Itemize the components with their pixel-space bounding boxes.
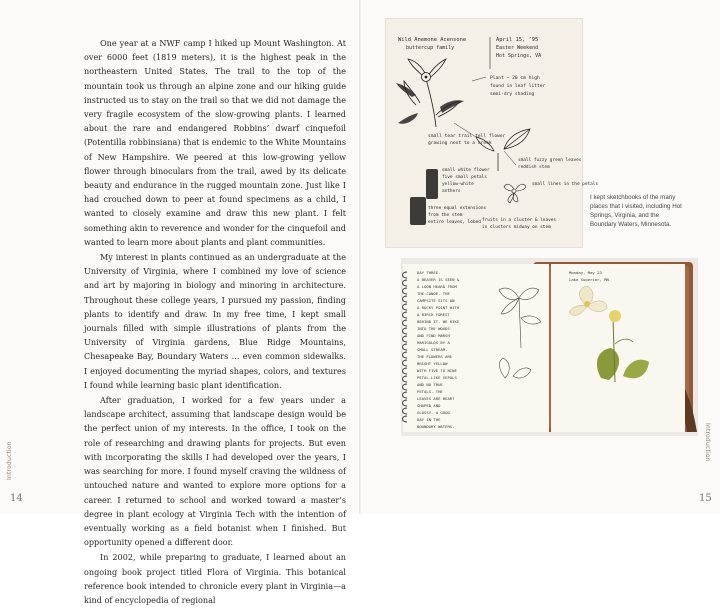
- sketch-note-o: entire leaves, lobed: [428, 220, 481, 225]
- paragraph-1: One year at a NWF camp I hiked up Mount Washington. At over 6000 feet (1819 meters), it is the highest peak in the northeastern United States. The trail to the top of the mountain took us through an alpine zone and our hiking guide instructed us to stay on the trail so that we did not damage the very fragile ecosystem of the slow-growing plants. I learned about the rare and endangered Robbins’ dwarf cinquefoil (Potentilla robbinsiana) that is endemic to the White Mountains of New Hampshire. We peered at this low-growing yellow flower through binoculars from the trail, awed by its delicate beauty and endurance in the rugged mountain zone. Just like I had crouched down to peer at found specimens as a child, I wanted to closely examine and draw this new plant. I felt something akin to reverence and wonder for the cinquefoil and wanted to learn more about plants and plant communities.: [84, 38, 346, 247]
- sketch-note-e: growing next to a creek: [428, 141, 492, 146]
- sketch-note-place2: Hot Springs, VA: [496, 53, 542, 59]
- journal-line-16: PETAL-LIKE SEPALS: [417, 375, 457, 380]
- sketch-note-b: found in leaf litter: [490, 84, 546, 89]
- journal-date: Monday, May 23: [569, 270, 602, 275]
- sketch-note-c: semi-dry shading: [490, 92, 535, 97]
- sketch-note-place1: Easter Weekend: [496, 45, 539, 51]
- journal-line-22: DAY IN THE: [417, 417, 441, 422]
- page-number-right: 15: [699, 493, 712, 504]
- journal-illustration: [401, 258, 698, 436]
- sketch-note-f: small fuzzy green leaves: [518, 158, 582, 163]
- running-head-right: Introduction: [704, 423, 711, 462]
- journal-line-4: THE CANOE. THE: [417, 291, 450, 296]
- journal-line-19: LEAVES ARE HEART: [417, 396, 455, 401]
- journal-line-2: A BEAVER IS SEEN &: [417, 277, 460, 282]
- paragraph-4: In 2002, while preparing to graduate, I learned about an ongoing book project titled Flora of Virginia. This botanical reference book intended to chronicle every plant in Virginia—a kind of encyclopedia of regional: [84, 552, 346, 605]
- body-text: [84, 36, 346, 607]
- journal-line-5: CAMPSITE SITS ON: [417, 298, 455, 303]
- journal-line-8: BEHIND IT. WE HIKE: [417, 319, 460, 324]
- sketch-note-h: small white flower: [442, 168, 490, 173]
- sketch-note-g: reddish stem: [518, 165, 550, 170]
- journal-line-6: A ROCKY POINT WITH: [417, 305, 460, 310]
- sketch-note-date: April 15, ’95: [496, 37, 539, 43]
- journal-line-9: INTO THE WOODS: [417, 326, 450, 331]
- sketch-note-i: five small petals: [442, 175, 487, 180]
- journal-line-13: THE FLOWERS ARE: [417, 354, 453, 359]
- right-page: [361, 0, 720, 514]
- sketch-note-a: Plant ~ 20 cm high: [490, 76, 540, 81]
- sketch-note-l: small lines in the petals: [532, 182, 599, 187]
- sketch-note-family: buttercup family: [406, 45, 455, 51]
- journal-line-1: DAY THREE.: [417, 270, 441, 275]
- journal-photo: [401, 258, 698, 436]
- sketch-note-p: fruits in a cluster & leaves: [482, 218, 557, 223]
- left-page: [0, 0, 359, 605]
- sketchbook-page-image: [385, 18, 599, 248]
- journal-line-10: AND FIND MARSH: [417, 333, 450, 338]
- sketch-note-j: yellow-white: [442, 182, 474, 187]
- paragraph-3: After graduation, I worked for a few years under a landscape architect, assuming that landscape design would be the perfect union of my interests. In the office, I took on the role of researching and drawing plants for projects. But even with incorporating the skills I had developed over the years, I was searching for more. I found myself craving the wildness of untouched nature and wanted to explore more options for a career. I returned to school and worked toward a master’s degree in plant ecology at Virginia Tech with the intention of eventually working as a field botanist when I finished. But opportunity opened a different door.: [84, 395, 346, 548]
- sketch-note-m: three equal extensions: [428, 206, 487, 211]
- sketch-note-q: in clusters midway on stem: [482, 225, 551, 230]
- journal-line-21: GLOSSY. A GOOD: [417, 410, 450, 415]
- journal-line-3: A LOON HEARD FROM: [417, 284, 457, 289]
- journal-line-11: MARIGOLDS BY A: [417, 340, 450, 345]
- paragraph-2: My interest in plants continued as an undergraduate at the University of Virginia, where I combined my love of science and art by majoring in biology and minoring in architecture. Throughout these college years, I pursued my passion, finding plants to identify and draw. In my free time, I kept small journals filled with simple illustrations of plants from the University of Virginia gardens, Blue Ridge Mountains, Chesapeake Bay, Boundary Waters … even common sidewalks. I enjoyed documenting the myriad shapes, colors, and textures I found while learning basic plant identification.: [84, 252, 346, 390]
- journal-place: Lake Superior, MN: [569, 277, 609, 282]
- journal-line-20: SHAPED AND: [417, 403, 441, 408]
- journal-line-7: A BIRCH FOREST: [417, 312, 450, 317]
- journal-line-15: WITH FIVE TO NINE: [417, 368, 457, 373]
- journal-line-12: SMALL STREAM.: [417, 347, 448, 352]
- running-head-left: Introduction: [6, 441, 13, 480]
- page-number-left: 14: [10, 493, 23, 504]
- journal-line-17: AND NO TRUE: [417, 382, 443, 387]
- sketch-note-n: from the stem: [428, 213, 463, 218]
- journal-line-18: PETALS. THE: [417, 389, 443, 394]
- figure-caption: I kept sketchbooks of the many places that I visited, including Hot Springs, Virginia, and the Boundary Waters, Minnesota.: [590, 194, 682, 228]
- sketch-note-k: anthers: [442, 189, 461, 194]
- journal-line-14: BRIGHT YELLOW: [417, 361, 448, 366]
- sketch-note-title: Wild Anemone Acensone: [398, 37, 467, 43]
- journal-line-23: BOUNDARY WATERS.: [417, 424, 455, 429]
- sketch-illustration: [386, 19, 599, 247]
- sketch-note-d: small tear trail tell flower: [428, 134, 506, 139]
